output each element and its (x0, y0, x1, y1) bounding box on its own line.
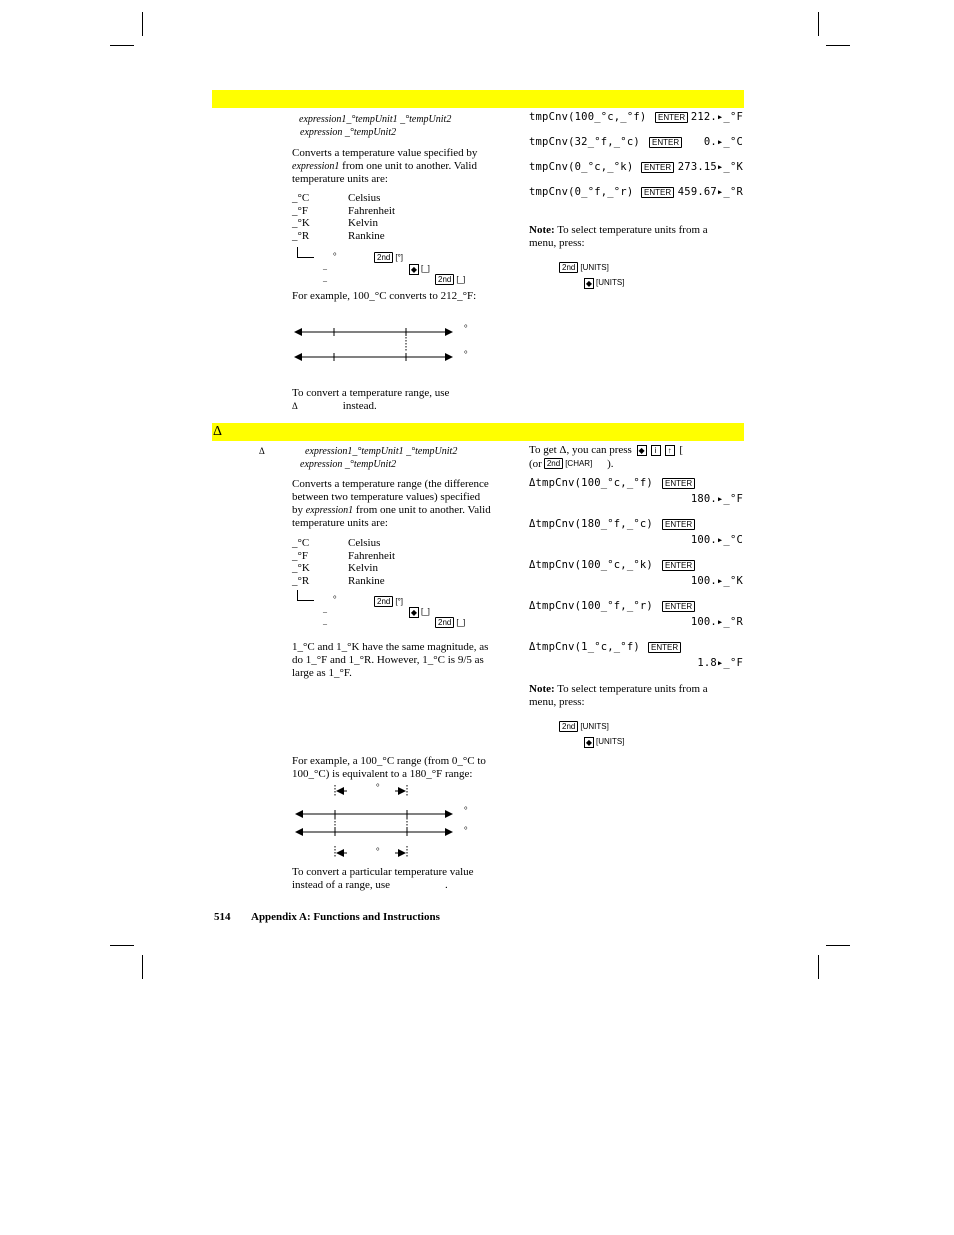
example-input: ΔtmpCnv(100_°c,_°f) (529, 477, 653, 489)
unit-code: _°K (292, 217, 310, 229)
section-header-tmpcnv (212, 90, 744, 108)
dash-mark: – (323, 607, 327, 616)
example-line: For example, a 100_°C range (from 0_°C to (292, 755, 486, 767)
expression-term: expression1 (305, 505, 354, 516)
crop-mark (110, 945, 134, 946)
underscore-key-hint-diamond (407, 262, 430, 276)
example-line: 100_°C) is equivalent to a 180_°F range: (292, 768, 473, 780)
range-diagram (292, 782, 482, 862)
bracket-text: [ (679, 444, 684, 456)
range-note (292, 387, 449, 413)
units-key-hint-diamond (582, 276, 624, 290)
unit-code: _°R (292, 575, 310, 587)
description-line: temperature units are: (292, 517, 388, 529)
note-line: menu, press: (529, 237, 585, 249)
get-delta-hint (529, 444, 744, 471)
crop-mark (110, 45, 134, 46)
enter-key: ENTER (662, 560, 695, 571)
underscore-key-label: [_] (456, 618, 466, 627)
degree-mark: ° (333, 594, 337, 604)
unit-name: Celsius (348, 537, 381, 549)
unit-code: _°F (292, 205, 309, 217)
char-key-label: [CHAR] (565, 459, 593, 468)
note-line (529, 224, 744, 237)
note-label: Note: (529, 683, 555, 695)
enter-key: ENTER (641, 162, 674, 173)
degree-key-hint (372, 595, 403, 609)
example-row (529, 600, 743, 630)
page-number: 514 (214, 911, 231, 923)
delta-symbol: Δ (292, 401, 298, 411)
diamond-key-icon: ◆ (585, 279, 593, 288)
footer-title: Appendix A: Functions and Instructions (251, 911, 440, 923)
example-input: ΔtmpCnv(100_°f,_°r) (529, 600, 653, 612)
description-text: from one unit to another. Valid (339, 160, 477, 172)
example-text (292, 755, 524, 781)
unit-name: Fahrenheit (348, 550, 396, 562)
crop-mark (826, 945, 850, 946)
end-text: ). (607, 458, 614, 470)
note-text: To select temperature units from a (554, 224, 708, 236)
example-output: 0.▸_°C (703, 136, 743, 148)
header-delta-symbol: Δ (213, 424, 223, 439)
description-line: temperature units are: (292, 173, 388, 185)
degree-key-label: [°] (395, 597, 404, 606)
value-note (292, 866, 524, 892)
unit-name: Rankine (348, 575, 385, 587)
example-row (529, 136, 743, 150)
degree-mark: ° (376, 782, 380, 792)
underscore-key-label: [_] (421, 607, 430, 616)
second-key: 2nd (559, 262, 578, 273)
example-row (529, 161, 743, 175)
example-input: tmpCnv(100_°c,_°f) (529, 111, 647, 123)
example-input: ΔtmpCnv(100_°c,_°k) (529, 559, 653, 571)
unit-name: Fahrenheit (348, 205, 396, 217)
expression-term: expression1 (292, 161, 340, 172)
units-key-label: [UNITS] (596, 278, 625, 287)
unit-name: Rankine (348, 230, 385, 242)
or-text: (or (529, 458, 542, 470)
enter-key: ENTER (641, 187, 674, 198)
range-note-line: To convert a temperature range, use (292, 387, 450, 399)
example-row (529, 641, 743, 671)
example-row (529, 186, 743, 200)
enter-key: ENTER (648, 642, 681, 653)
degree-mark: ° (464, 825, 468, 835)
value-note-text: instead of a range, use (292, 879, 391, 891)
degree-mark: ° (333, 251, 337, 261)
get-delta-line (529, 457, 744, 471)
get-delta-line (529, 444, 744, 457)
diamond-key-icon: ◆ (410, 608, 418, 617)
second-key: 2nd (374, 596, 393, 607)
description-line: Converts a temperature range (the difference (292, 478, 489, 490)
example-output: 212.▸_°F (690, 111, 743, 123)
example-output: 100.▸_°K (690, 575, 743, 587)
example-output: 273.15▸_°K (677, 161, 743, 173)
syntax-line-2: expression _°tempUnit2 (300, 459, 397, 470)
dash-mark: – (323, 264, 327, 273)
unit-name: Kelvin (348, 562, 378, 574)
crop-mark (826, 45, 850, 46)
crop-mark (818, 955, 819, 979)
value-note-text: . (445, 879, 448, 891)
second-key: 2nd (435, 274, 454, 285)
units-key-label: [UNITS] (580, 722, 609, 731)
magnitude-text (292, 641, 524, 680)
example-input: tmpCnv(0_°c,_°k) (529, 161, 634, 173)
second-key: 2nd (559, 721, 578, 732)
degree-key-label: [°] (395, 253, 404, 262)
degree-key-hint (372, 251, 403, 265)
alpha-key-icon: i (651, 445, 661, 456)
units-key-hint-2nd (557, 720, 609, 734)
degree-mark: ° (464, 805, 468, 815)
second-key: 2nd (374, 252, 393, 263)
magnitude-line: do 1_°F and 1_°R. However, 1_°C is 9/5 as (292, 654, 484, 666)
value-note-line (292, 879, 524, 892)
note (529, 224, 744, 250)
enter-key: ENTER (655, 112, 688, 123)
range-note-line (292, 400, 449, 413)
syntax-line-1: expression1_°tempUnit1 _°tempUnit2 (299, 114, 452, 125)
unit-code: _°K (292, 562, 310, 574)
degree-mark: ° (464, 323, 468, 333)
enter-key: ENTER (662, 519, 695, 530)
note-line: menu, press: (529, 696, 585, 708)
underscore-key-hint-2nd (433, 616, 465, 630)
enter-key: ENTER (649, 137, 682, 148)
description-text: from one unit to another. Valid (353, 504, 491, 516)
dash-mark: – (323, 619, 327, 628)
example-row (529, 559, 743, 589)
example-text: For example, 100_°C converts to 212_°F: (292, 290, 477, 302)
crop-mark (142, 12, 143, 36)
example-row (529, 477, 743, 507)
underscore-key-hint-diamond (407, 605, 430, 619)
example-input: ΔtmpCnv(180_°f,_°c) (529, 518, 653, 530)
enter-key: ENTER (662, 601, 695, 612)
description-line (292, 504, 524, 517)
diamond-key-icon: ◆ (638, 446, 645, 455)
second-key: 2nd (435, 617, 454, 628)
syntax-line-1: expression1_°tempUnit1 _°tempUnit2 (305, 446, 458, 457)
description-text: by (292, 504, 306, 516)
pointer-bracket (297, 600, 314, 601)
units-key-hint-2nd (557, 261, 609, 275)
underscore-key-hint-2nd (433, 273, 465, 287)
unit-code: _°R (292, 230, 310, 242)
example-output: 459.67▸_°R (677, 186, 743, 198)
enter-key: ENTER (662, 478, 695, 489)
degree-mark: ° (376, 846, 380, 856)
unit-name: Celsius (348, 192, 381, 204)
note-text: To select temperature units from a (554, 683, 708, 695)
crop-mark (818, 12, 819, 36)
crop-mark (142, 955, 143, 979)
range-note-text: instead. (342, 400, 377, 412)
note-label: Note: (529, 224, 555, 236)
unit-name: Kelvin (348, 217, 378, 229)
up-arrow-key-icon: ↑ (665, 445, 675, 456)
underscore-key-label: [_] (421, 264, 430, 273)
unit-code: _°C (292, 192, 310, 204)
example-input: tmpCnv(0_°f,_°r) (529, 186, 634, 198)
second-key: 2nd (544, 458, 563, 469)
pointer-bracket (297, 257, 314, 258)
syntax-delta-symbol: Δ (259, 446, 265, 456)
number-line-diagram (292, 320, 482, 368)
description (292, 147, 522, 186)
example-output: 180.▸_°F (690, 493, 743, 505)
syntax-line-2: expression _°tempUnit2 (300, 127, 397, 138)
unit-code: _°F (292, 550, 309, 562)
diamond-key-icon: ◆ (585, 738, 593, 747)
description-line: between two temperature values) specified (292, 491, 481, 503)
diamond-key-icon: ◆ (410, 265, 418, 274)
description-line: Converts a temperature value specified by (292, 147, 478, 159)
example-row (529, 111, 743, 125)
unit-code: _°C (292, 537, 310, 549)
description-line (292, 160, 522, 173)
note (529, 683, 744, 709)
magnitude-line: 1_°C and 1_°K have the same magnitude, as (292, 641, 489, 653)
dash-mark: – (323, 276, 327, 285)
underscore-key-label: [_] (456, 275, 466, 284)
get-delta-text: To get Δ, you can press (529, 444, 632, 456)
note-line (529, 683, 744, 696)
magnitude-line: large as 1_°F. (292, 667, 352, 679)
units-key-hint-diamond (582, 735, 624, 749)
example-output: 100.▸_°R (690, 616, 743, 628)
units-key-label: [UNITS] (580, 263, 609, 272)
value-note-line: To convert a particular temperature value (292, 866, 474, 878)
example-row (529, 518, 743, 548)
section-header-delta-tmpcnv (212, 423, 744, 441)
example-output: 1.8▸_°F (697, 657, 743, 669)
units-key-label: [UNITS] (596, 737, 625, 746)
example-input: tmpCnv(32_°f,_°c) (529, 136, 640, 148)
description (292, 478, 524, 530)
example-output: 100.▸_°C (690, 534, 743, 546)
degree-mark: ° (464, 349, 468, 359)
example-input: ΔtmpCnv(1_°c,_°f) (529, 641, 640, 653)
